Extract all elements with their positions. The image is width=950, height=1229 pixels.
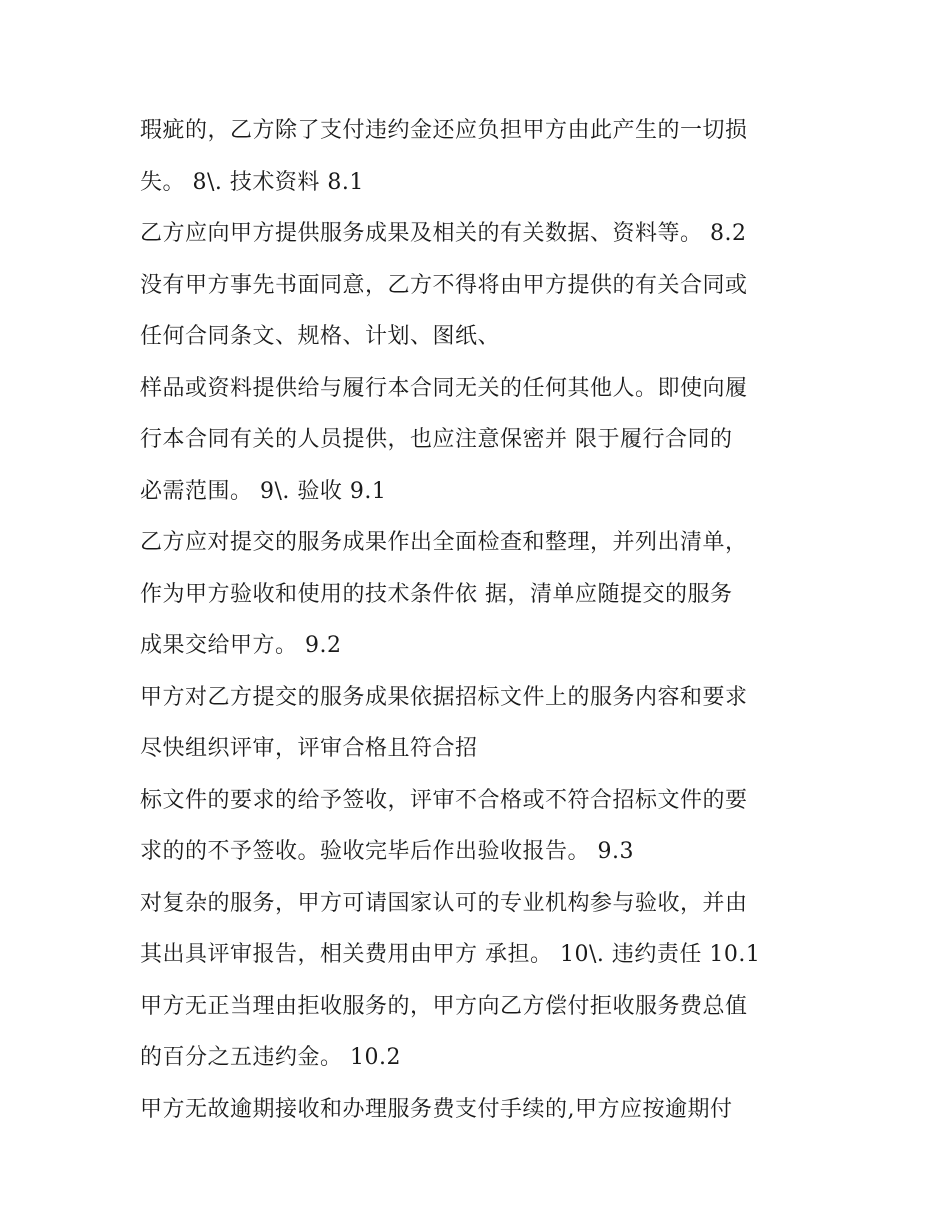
text-line: 行本合同有关的人员提供，也应注意保密并 限于履行合同的 xyxy=(140,427,733,452)
text-line: 乙方应对提交的服务成果作出全面检查和整理，并列出清单， xyxy=(140,530,748,555)
text-line: 甲方无故逾期接收和办理服务费支付手续的,甲方应按逾期付 xyxy=(140,1096,733,1122)
text-line: 作为甲方验收和使用的技术条件依 据，清单应随提交的服务 xyxy=(140,581,733,607)
document-body xyxy=(140,105,820,1135)
text-line: 成果交给甲方。 9.2 xyxy=(140,633,342,658)
text-line: 对复杂的服务，甲方可请国家认可的专业机构参与验收，并由 xyxy=(140,890,748,916)
text-line: 尽快组织评审，评审合格且符合招 xyxy=(140,736,478,761)
text-line: 甲方无正当理由拒收服务的，甲方向乙方偿付拒收服务费总值 xyxy=(140,993,748,1019)
text-line: 甲方对乙方提交的服务成果依据招标文件上的服务内容和要求 xyxy=(140,684,748,710)
text-line: 失。 8\. 技术资料 8.1 xyxy=(140,169,364,195)
text-line: 求的的不予签收。验收完毕后作出验收报告。 9.3 xyxy=(140,839,634,864)
text-line: 必需范围。 9\. 验收 9.1 xyxy=(140,478,387,504)
text-line: 任何合同条文、规格、计划、图纸、 xyxy=(140,324,501,349)
text-line: 瑕疵的，乙方除了支付违约金还应负担甲方由此产生的一切损 xyxy=(140,118,748,143)
text-line: 标文件的要求的给予签收，评审不合格或不符合招标文件的要 xyxy=(140,787,748,813)
text-line: 样品或资料提供给与履行本合同无关的任何其他人。即使向履 xyxy=(140,375,748,401)
text-line: 的百分之五违约金。 10.2 xyxy=(140,1045,401,1070)
text-line: 其出具评审报告，相关费用由甲方 承担。 10\. 违约责任 10.1 xyxy=(140,942,761,967)
text-line: 乙方应向甲方提供服务成果及相关的有关数据、资料等。 8.2 xyxy=(140,221,747,246)
text-line: 没有甲方事先书面同意，乙方不得将由甲方提供的有关合同或 xyxy=(140,272,748,298)
